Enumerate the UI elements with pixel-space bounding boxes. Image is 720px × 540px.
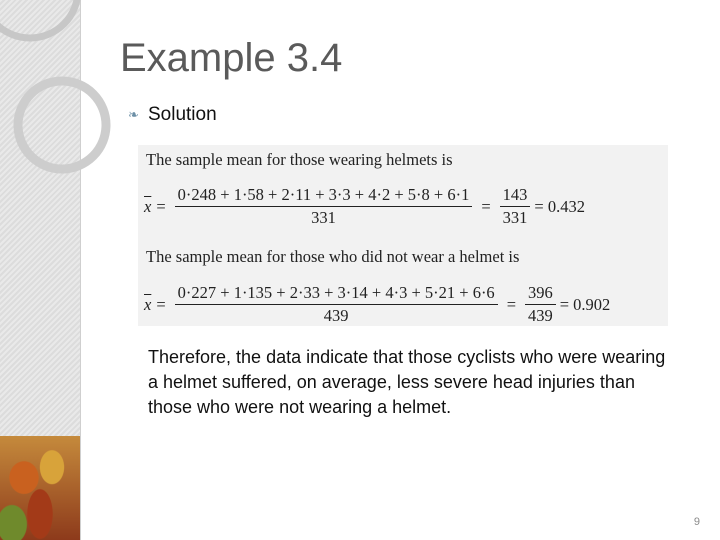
equation-result: = 0.432	[534, 196, 585, 216]
math-solution-image	[138, 145, 668, 326]
autumn-leaves-image	[0, 436, 80, 540]
slide-title: Example 3.4	[120, 36, 343, 80]
math-intro-no-helmet: The sample mean for those who did not wear a helmet is	[146, 247, 520, 266]
fraction-total: $\frac{143}{331}$	[500, 185, 531, 228]
scroll-bullet-icon: ❧	[128, 107, 139, 122]
decorative-circles	[0, 0, 160, 200]
bullet-label: Solution	[148, 104, 217, 125]
equation-no-helmet: $\overline{x}$ = $\frac{0\cdot 227 + 1\cdot 135 + 2\cdot 33 + 3\cdot 14 + 4\cdot 3 + 5\cdot 21 + 6\cdot 6}{439}$ = $\frac{396}{439}$ = 0.902	[144, 283, 611, 325]
page-number: 9	[693, 516, 700, 528]
fraction-sum: $\frac{0\cdot 248 + 1\cdot 58 + 2\cdot 11 + 3\cdot 3 + 4\cdot 2 + 5\cdot 8 + 6\cdot 1}{331}$	[175, 185, 473, 228]
math-intro-helmet: The sample mean for those wearing helmets is	[146, 150, 453, 169]
fraction-sum: $\frac{0\cdot 227 + 1\cdot 135 + 2\cdot 33 + 3\cdot 14 + 4\cdot 3 + 5\cdot 21 + 6\cdot 6}{439}$	[175, 283, 498, 326]
xbar-symbol: $\overline{x}$	[144, 294, 152, 314]
equation-result: = 0.902	[559, 294, 611, 314]
equation-helmet: $\overline{x}$ = $\frac{0\cdot 248 + 1\cdot 58 + 2\cdot 11 + 3\cdot 3 + 4\cdot 2 + 5\cdot 8 + 6\cdot 1}{331}$ = $\frac{143}{331}$ = 0.432	[144, 185, 585, 227]
conclusion-text: Therefore, the data indicate that those cyclists who were wearing a helmet suffered, on average, less severe head injuries than those who were not wearing a helmet.	[148, 347, 666, 417]
fraction-total: $\frac{396}{439}$	[525, 283, 556, 326]
solution-bullet	[128, 104, 217, 126]
xbar-symbol: $\overline{x}$	[144, 196, 152, 216]
